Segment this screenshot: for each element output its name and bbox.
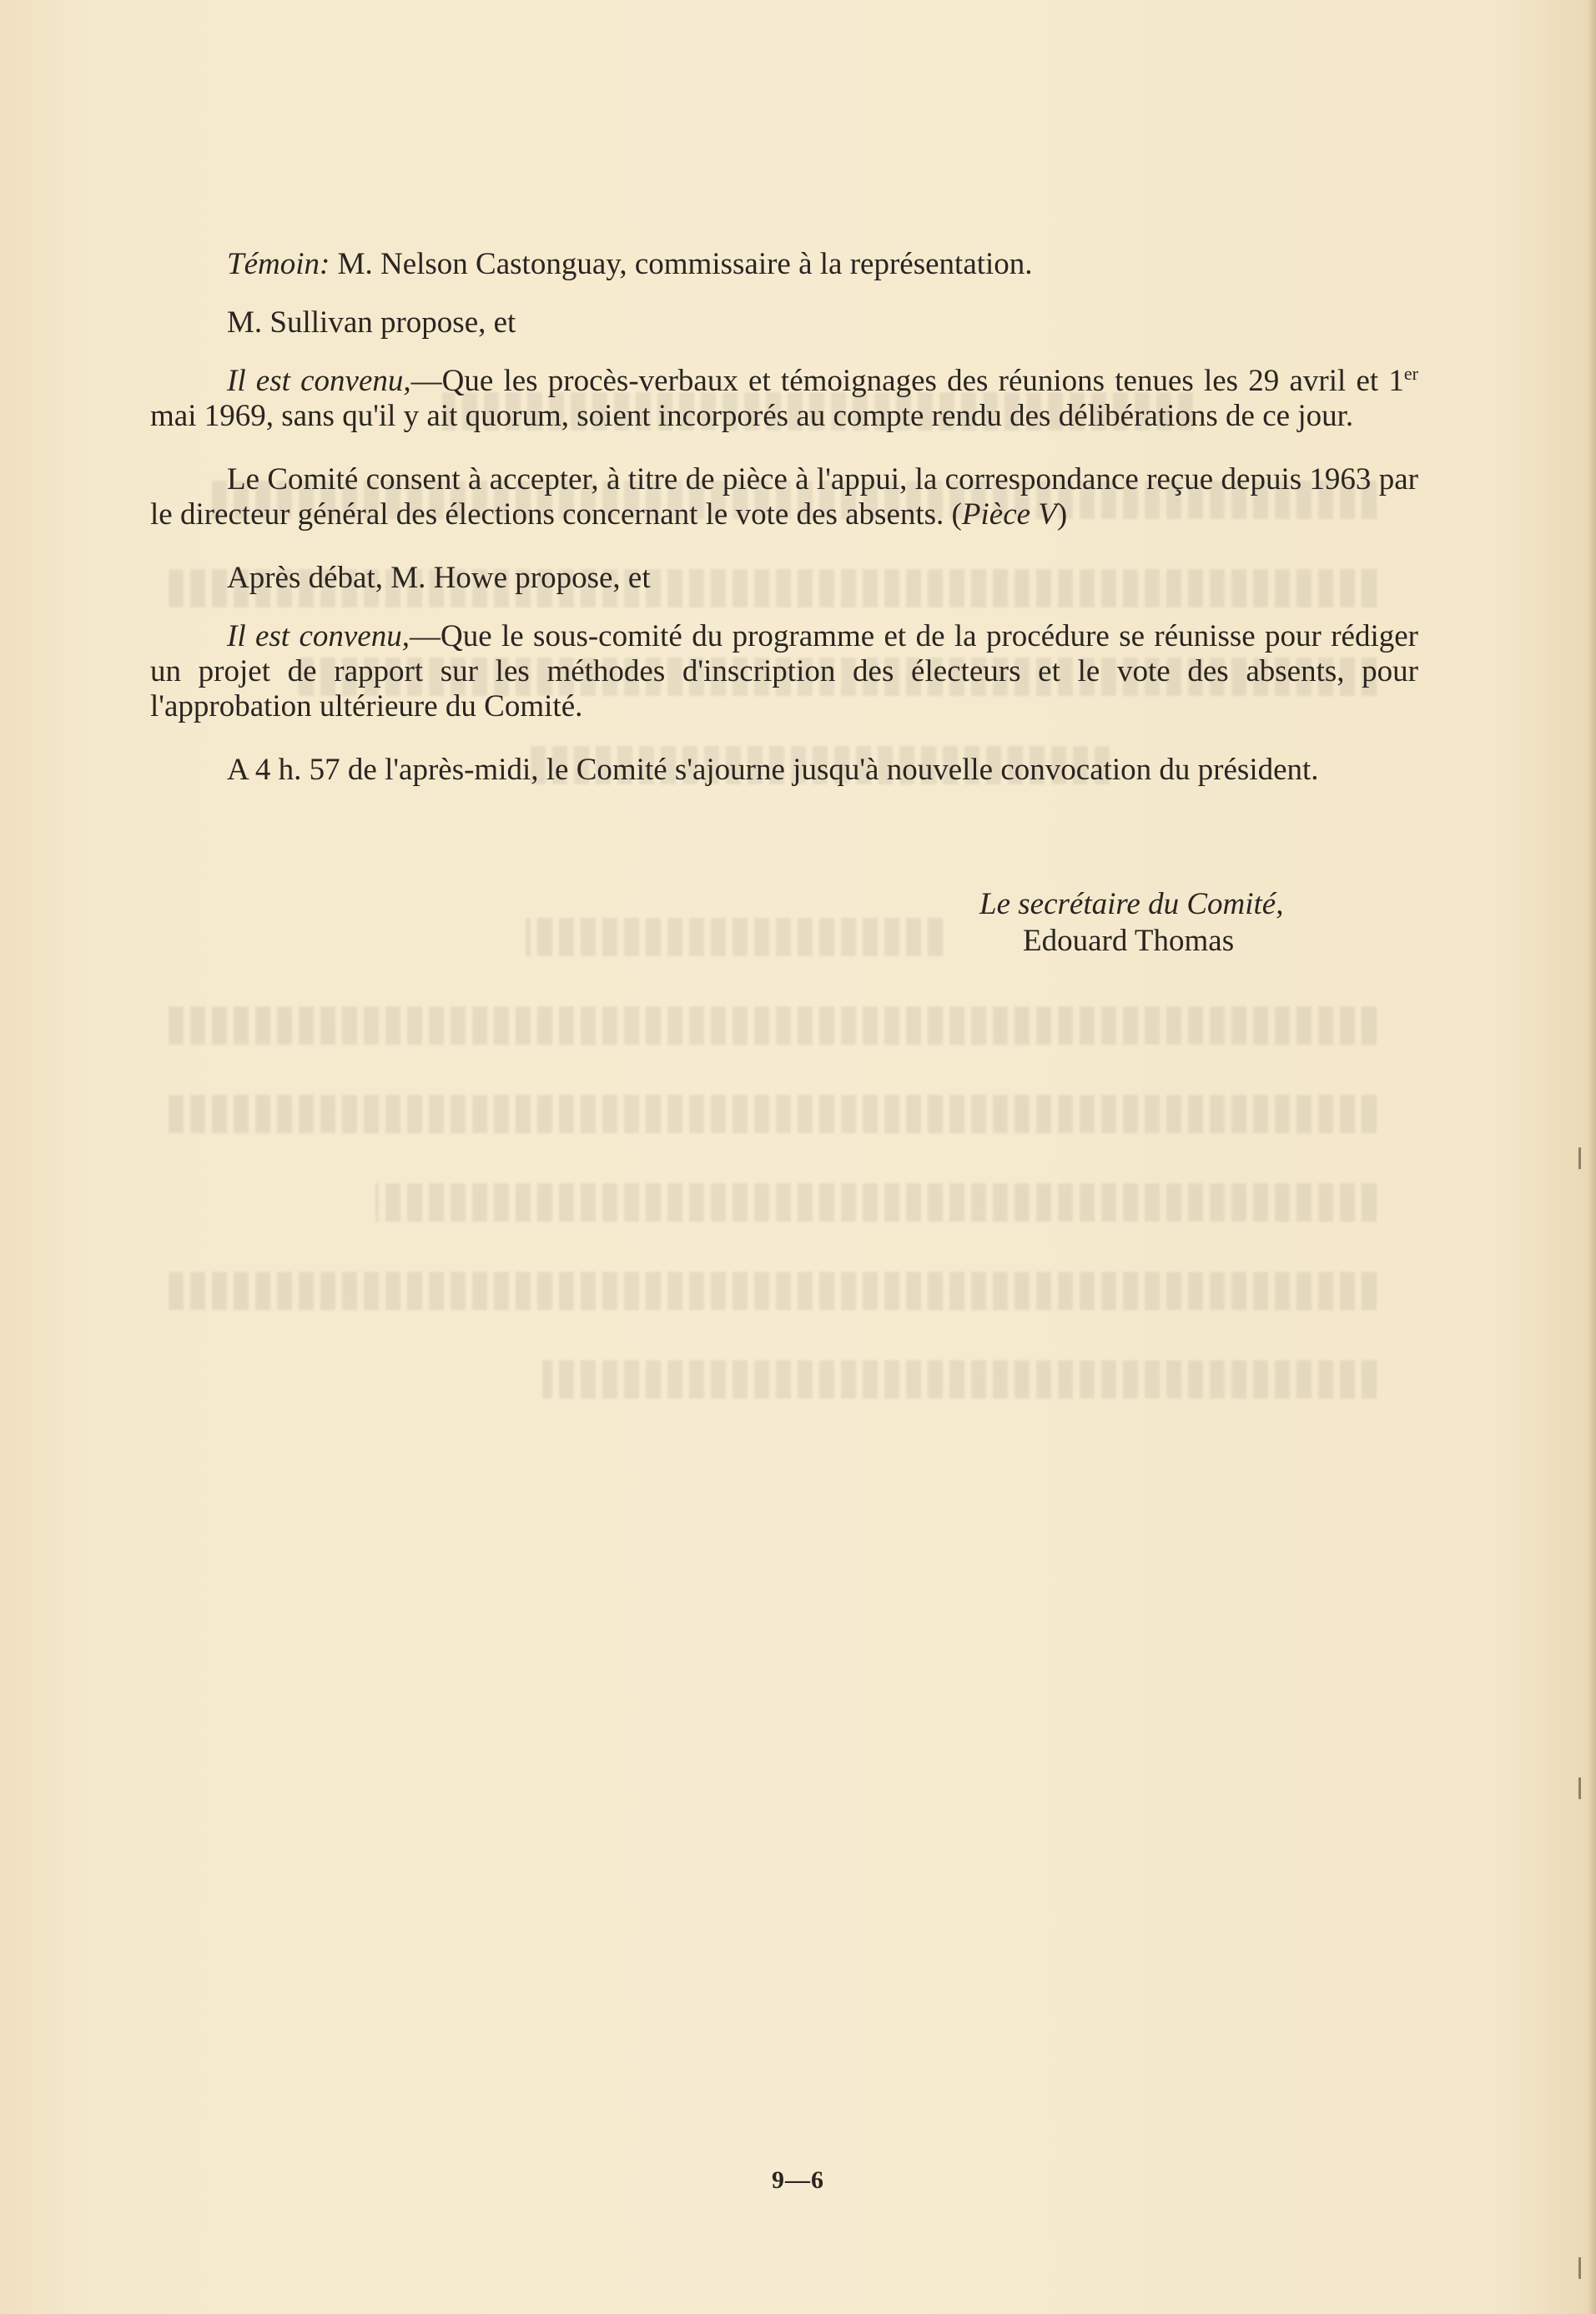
resolution-text-b: mai 1969, sans qu'il y ait quorum, soient incorporés au compte rendu des délibérations de ce jour. [150, 399, 1354, 433]
motion-sullivan: M. Sullivan propose, et [227, 305, 516, 340]
exhibit-text-a: Le Comité consent à accepter, à titre de pièce à l'appui, la correspondance reçue depuis 1963 par le directeur général des élections concernant le vote des absents. ( [150, 462, 1418, 532]
motion-howe: Après débat, M. Howe propose, et [227, 561, 651, 595]
edge-mark [1578, 1777, 1581, 1799]
ordinal-superscript: er [1403, 363, 1418, 384]
witness-text: M. Nelson Castonguay, commissaire à la représentation. [330, 247, 1033, 281]
adjournment-paragraph: A 4 h. 57 de l'après-midi, le Comité s'ajourne jusqu'à nouvelle convocation du président. [227, 753, 1319, 787]
witness-label: Témoin: [227, 247, 330, 281]
page-number: 9—6 [772, 2166, 824, 2194]
page-edge-shadow [1588, 0, 1596, 2314]
signature-name: Edouard Thomas [1023, 924, 1235, 958]
exhibit-label: Pièce V [961, 497, 1057, 532]
exhibit-text-b: ) [1056, 497, 1068, 532]
resolution-label-2: Il est convenu, [227, 619, 410, 653]
edge-mark [1578, 1147, 1581, 1169]
edge-mark [1578, 2257, 1581, 2279]
minutes-body [150, 247, 1418, 811]
witness-paragraph [150, 247, 1418, 282]
signature-title: Le secrétaire du Comité, [979, 887, 1284, 921]
resolution-text-a: —Que les procès-verbaux et témoignages des réunions tenues les 29 avril et 1 [410, 364, 1404, 398]
resolution-label: Il est convenu, [227, 364, 411, 398]
signature-block [979, 886, 1283, 960]
resolution-subcommittee-text: —Que le sous-comité du programme et de la procédure se réunisse pour rédiger un projet de rapport sur les méthodes d'inscription des électeurs et le vote des absents, pour l'approbation ultérieure du Comité. [150, 619, 1418, 723]
exhibit-paragraph [150, 462, 1418, 532]
resolution-minutes-paragraph [150, 364, 1418, 434]
resolution-subcommittee-paragraph [150, 619, 1418, 724]
